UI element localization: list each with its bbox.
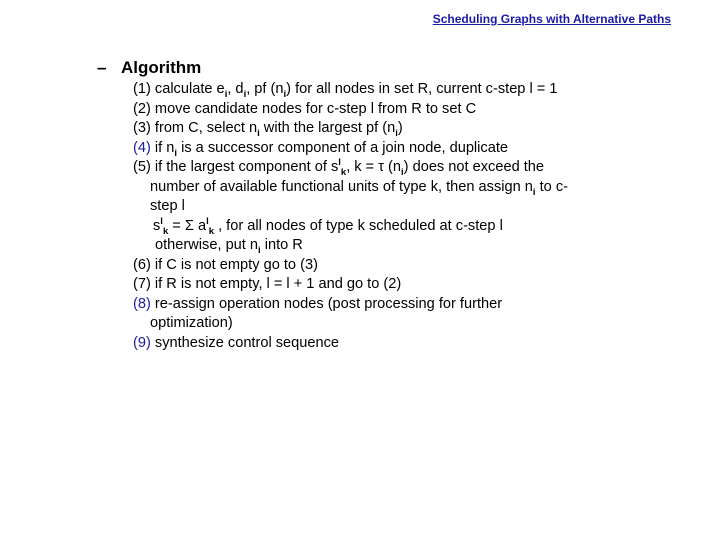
- formula-sup-2: l: [206, 215, 209, 227]
- step-5-text-d: ) does not exceed the: [403, 159, 545, 175]
- step-3-sub-a: i: [257, 127, 260, 139]
- step-8-number: (8): [133, 295, 151, 312]
- step-9-number: (9): [133, 334, 151, 351]
- step-9-text: synthesize control sequence: [150, 334, 340, 351]
- step-1-sub-b: i: [243, 88, 247, 100]
- step-4-text-b: is a successor component of a join node, duplicate: [177, 139, 509, 156]
- step-2: [133, 100, 693, 120]
- heading-text: Algorithm: [121, 58, 202, 77]
- step-7-text: if R is not empty, l = l + 1 and go to (2): [154, 276, 402, 292]
- formula-sub-2: k: [208, 225, 215, 237]
- formula-equals: =: [168, 217, 185, 234]
- formula-a: a: [193, 217, 207, 234]
- step-5-number: (5): [133, 159, 151, 175]
- otherwise-text-b: into R: [260, 237, 303, 253]
- sigma-symbol: Σ: [184, 217, 194, 234]
- step-6-number: (6): [133, 256, 151, 273]
- step-5-sub-c: i: [401, 166, 404, 178]
- algorithm-steps: [133, 80, 693, 353]
- step-3: [133, 119, 693, 139]
- step-6-text: if C is not empty go to (3): [154, 256, 318, 273]
- step-8-line-2-text: optimization): [150, 315, 233, 331]
- step-5-sub-a: k: [340, 166, 347, 178]
- formula-sub: k: [162, 225, 169, 237]
- step-5-formula: [133, 217, 693, 237]
- step-6: [133, 256, 693, 276]
- step-1-number: (1): [133, 81, 151, 97]
- step-1: [133, 80, 693, 100]
- step-5-line-2: [133, 178, 693, 198]
- step-5-text-c: (n: [384, 159, 402, 175]
- step-5-line-3: [133, 197, 693, 217]
- step-4-text-a: if n: [150, 139, 175, 156]
- step-5-line-2-sub: i: [532, 186, 536, 198]
- step-5-line-2-b: to c-: [535, 178, 568, 195]
- step-3-text-c: ): [397, 120, 403, 136]
- step-3-number: (3): [133, 120, 151, 136]
- step-1-sub-c: i: [283, 88, 287, 100]
- step-8-line-2: [133, 314, 693, 334]
- step-1-text-d: ) for all nodes in set R, current c-step l = 1: [286, 81, 558, 97]
- step-1-text-c: , pf (n: [246, 81, 284, 97]
- step-3-sub-b: i: [395, 127, 398, 139]
- step-2-text: move candidate nodes for c-step l from R to set C: [154, 100, 477, 117]
- otherwise-sub: i: [258, 244, 261, 256]
- step-5-line-2-a: number of available functional units of type k, then assign n: [150, 178, 533, 195]
- step-4-number: (4): [133, 139, 151, 156]
- step-3-text-a: from C, select n: [154, 120, 258, 136]
- formula-text: , for all nodes of type k scheduled at c-step l: [214, 217, 503, 234]
- step-1-text-b: , d: [227, 81, 244, 97]
- step-8-text: re-assign operation nodes (post processing for further: [150, 295, 503, 312]
- step-4: [133, 139, 693, 159]
- step-5-text-a: if the largest component of s: [154, 159, 339, 175]
- step-5-otherwise: [133, 236, 693, 256]
- step-5-sup-a: l: [338, 157, 341, 169]
- step-7-number: (7): [133, 276, 151, 292]
- section-heading: [97, 58, 201, 78]
- tau-symbol: τ: [378, 159, 384, 175]
- step-2-number: (2): [133, 100, 151, 117]
- step-1-sub-a: i: [224, 88, 228, 100]
- step-5: [133, 158, 693, 178]
- step-5-line-3-text: step l: [150, 198, 185, 214]
- otherwise-text-a: otherwise, put n: [155, 237, 259, 253]
- step-3-text-b: with the largest pf (n: [259, 120, 396, 136]
- heading-dash: –: [97, 58, 107, 77]
- step-8: [133, 295, 693, 315]
- formula-s: s: [153, 217, 161, 234]
- slide-title: Scheduling Graphs with Alternative Paths: [432, 12, 671, 26]
- step-7: [133, 275, 693, 295]
- formula-sup: l: [160, 215, 163, 227]
- step-9: [133, 334, 693, 354]
- step-5-text-b: , k =: [346, 159, 379, 175]
- step-1-text-a: calculate e: [154, 81, 225, 97]
- step-4-sub-a: i: [174, 147, 178, 159]
